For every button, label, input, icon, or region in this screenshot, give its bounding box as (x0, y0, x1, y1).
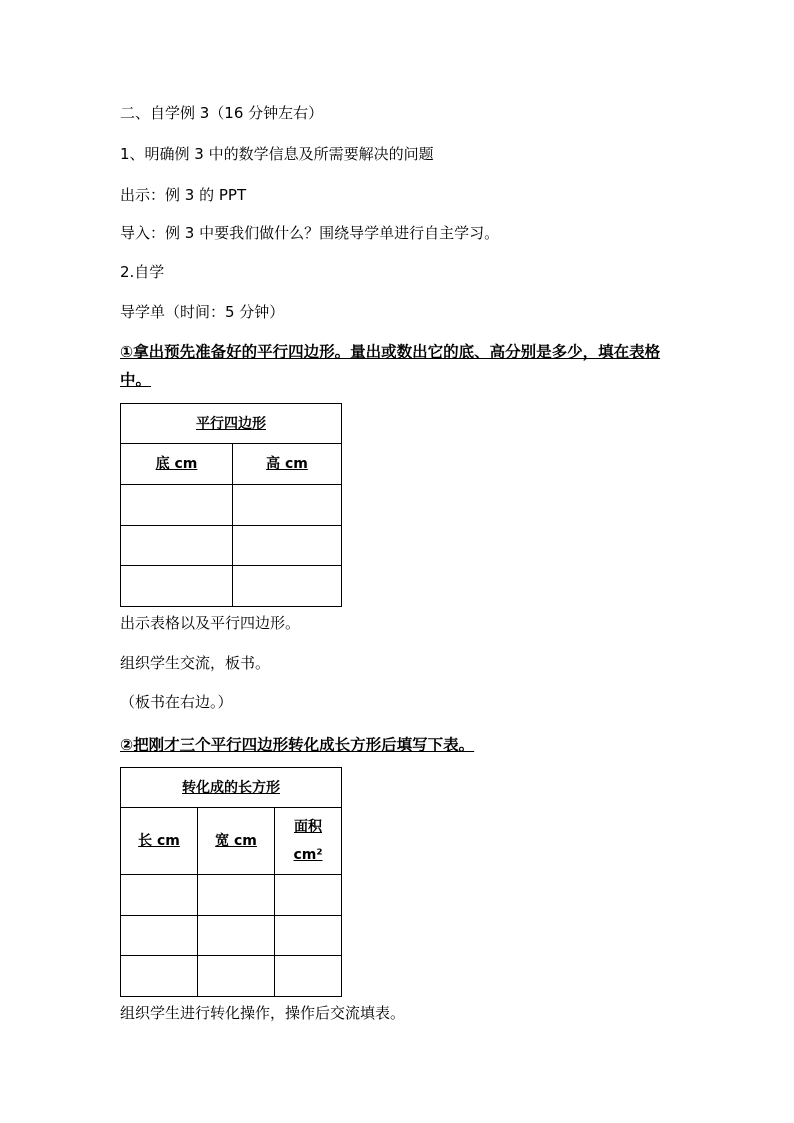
table-cell[interactable] (121, 485, 233, 526)
table-cell[interactable] (275, 916, 342, 956)
table-cell[interactable] (121, 916, 198, 956)
column-header-length: 长 cm (121, 808, 198, 875)
column-header-width: 宽 cm (198, 808, 275, 875)
section-title: 二、自学例 3（16 分钟左右） (120, 104, 324, 122)
step-1-heading: 1、明确例 3 中的数学信息及所需要解决的问题 (120, 145, 434, 163)
parallelogram-table-title: 平行四边形 (121, 404, 342, 444)
step-2-heading: 2.自学 (120, 263, 165, 281)
column-header-height: 高 cm (233, 444, 342, 485)
note-conversion-operation: 组织学生进行转化操作，操作后交流填表。 (120, 1004, 406, 1022)
rectangle-table (120, 767, 342, 997)
table-cell[interactable] (121, 566, 233, 607)
note-show-table: 出示表格以及平行四边形。 (120, 614, 301, 632)
task-1-instruction: ①拿出预先准备好的平行四边形。量出或数出它的底、高分别是多少，填在表格中。 (120, 343, 661, 389)
note-board-writing: （板书在右边。） (120, 693, 233, 711)
task-2-instruction: ②把刚才三个平行四边形转化成长方形后填写下表。 (120, 736, 475, 754)
table-cell[interactable] (121, 956, 198, 997)
column-header-area (275, 808, 342, 875)
table-cell[interactable] (121, 526, 233, 566)
table-cell[interactable] (121, 875, 198, 916)
guide-sheet-text: 导学单（时间：5 分钟） (120, 303, 285, 321)
area-unit: cm² (293, 847, 323, 863)
show-ppt-text: 出示：例 3 的 PPT (120, 186, 247, 204)
table-cell[interactable] (233, 566, 342, 607)
table-cell[interactable] (233, 485, 342, 526)
area-label: 面积 (294, 819, 322, 835)
column-header-base: 底 cm (121, 444, 233, 485)
table-cell[interactable] (275, 956, 342, 997)
parallelogram-table (120, 403, 342, 607)
table-cell[interactable] (275, 875, 342, 916)
table-cell[interactable] (233, 526, 342, 566)
note-organize-exchange: 组织学生交流，板书。 (120, 654, 271, 672)
table-cell[interactable] (198, 875, 275, 916)
table-cell[interactable] (198, 956, 275, 997)
intro-text: 导入：例 3 中要我们做什么？围绕导学单进行自主学习。 (120, 224, 500, 242)
rectangle-table-title: 转化成的长方形 (121, 768, 342, 808)
table-cell[interactable] (198, 916, 275, 956)
